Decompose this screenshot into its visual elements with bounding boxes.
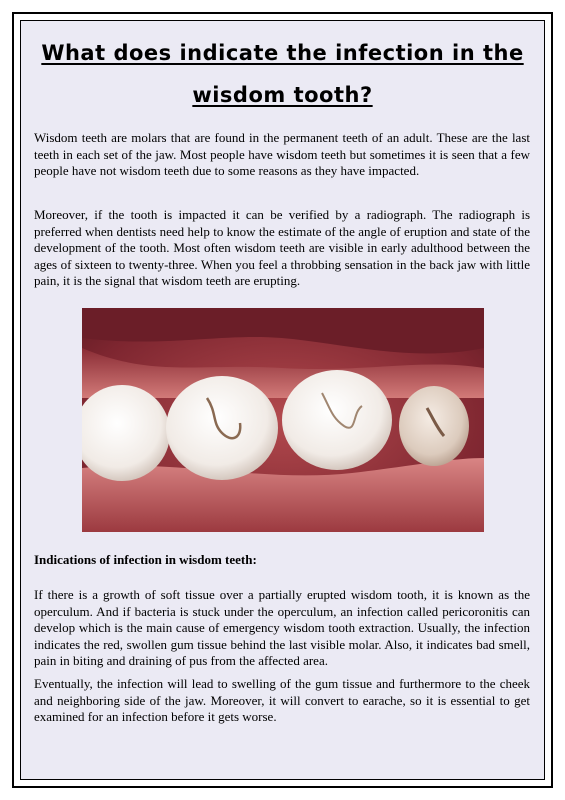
radiograph-paragraph: Moreover, if the tooth is impacted it can be verified by a radiograph. The radiograph is preferred when dentists need help to know the estimate of the angle of eruption and state of the development of the tooth. Most often wisdom teeth are visible in early adulthood between the ages of sixteen to twenty-three. When you feel a throbbing sensation in the back jaw with little pain, it is the signal that wisdom teeth are erupting. [34, 207, 530, 288]
page-title: What does indicate the infection in the wisdom tooth? [41, 41, 524, 107]
section-heading: Indications of infection in wisdom teeth: [34, 552, 257, 567]
operculum-paragraph: If there is a growth of soft tissue over a partially erupted wisdom tooth, it is known as the operculum. And if bacteria is stuck under the operculum, an infection called pericoronitis can develop which is the main cause of emergency wisdom tooth extraction. Usually, the infection indicates the red, swollen gum tissue behind the last visible molar. Also, it indicates bad smell, pain in biting and draining of pus from the affected area. [34, 587, 530, 668]
intro-paragraph: Wisdom teeth are molars that are found in the permanent teeth of an adult. These are the last teeth in each set of the jaw. Most people have wisdom teeth but sometimes it is seen that a few people have not wisdom teeth due to some reasons as they have impacted. [34, 130, 530, 178]
molar-teeth-photo [82, 308, 484, 532]
swelling-paragraph: Eventually, the infection will lead to swelling of the gum tissue and furthermore to the cheek and neighboring side of the jaw. Moreover, it will convert to earache, so it is essential to get examined for an infection before it gets worse. [34, 676, 530, 724]
